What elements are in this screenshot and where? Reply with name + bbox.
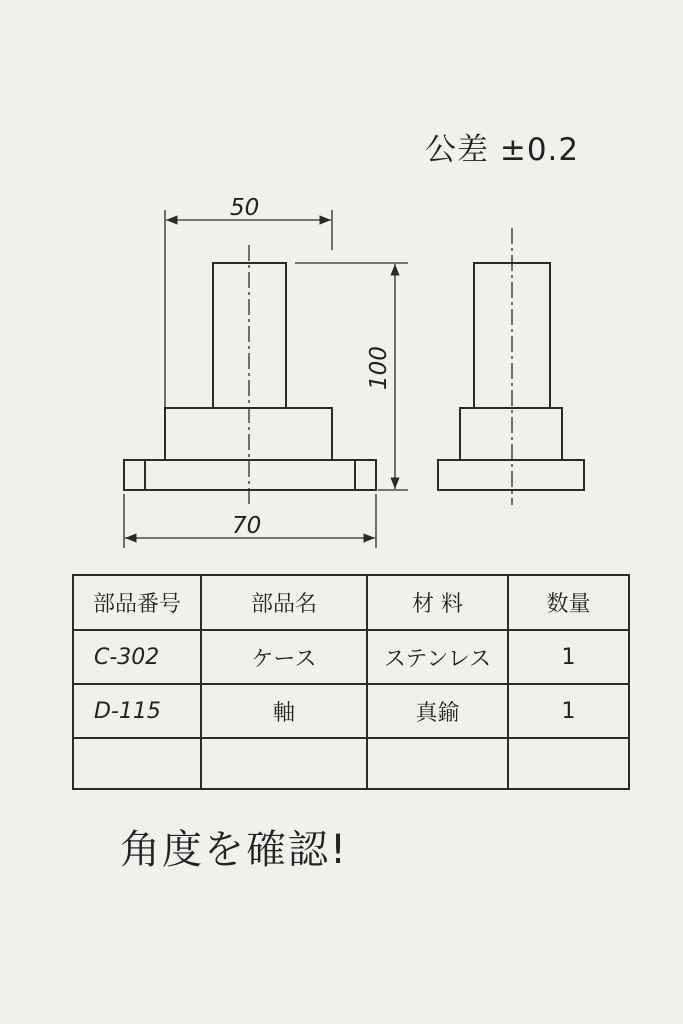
dimension-base-width bbox=[124, 494, 376, 548]
cell-quantity: 1 bbox=[508, 684, 629, 738]
dimension-label-50: 50 bbox=[230, 195, 260, 221]
header-part-number: 部品番号 bbox=[73, 575, 201, 630]
cell-quantity bbox=[508, 738, 629, 789]
cell-part-name bbox=[201, 738, 367, 789]
side-view bbox=[438, 228, 584, 505]
cell-quantity: 1 bbox=[508, 630, 629, 684]
cell-material bbox=[367, 738, 508, 789]
front-view bbox=[124, 245, 376, 505]
front-base-plate bbox=[124, 460, 376, 490]
cell-part-name: ケース bbox=[201, 630, 367, 684]
cell-part-number bbox=[73, 738, 201, 789]
dimension-height bbox=[295, 263, 408, 490]
cell-material: 真鍮 bbox=[367, 684, 508, 738]
dimension-label-100: 100 bbox=[366, 346, 392, 390]
tolerance-note: 公差 ±0.2 bbox=[425, 132, 580, 168]
cell-part-number: D-115 bbox=[73, 684, 201, 738]
parts-table bbox=[72, 574, 630, 790]
header-quantity: 数量 bbox=[508, 575, 629, 630]
cell-material: ステンレス bbox=[367, 630, 508, 684]
side-base-plate bbox=[438, 460, 584, 490]
cell-part-name: 軸 bbox=[201, 684, 367, 738]
table-row bbox=[73, 684, 629, 738]
header-material: 材 料 bbox=[367, 575, 508, 630]
table-row-empty bbox=[73, 738, 629, 789]
table-row bbox=[73, 630, 629, 684]
header-part-name: 部品名 bbox=[201, 575, 367, 630]
table-header-row bbox=[73, 575, 629, 630]
side-middle-block bbox=[460, 408, 562, 460]
dimension-label-70: 70 bbox=[232, 513, 262, 539]
cell-part-number: C-302 bbox=[73, 630, 201, 684]
handwritten-note: 角度を確認! bbox=[120, 827, 349, 873]
